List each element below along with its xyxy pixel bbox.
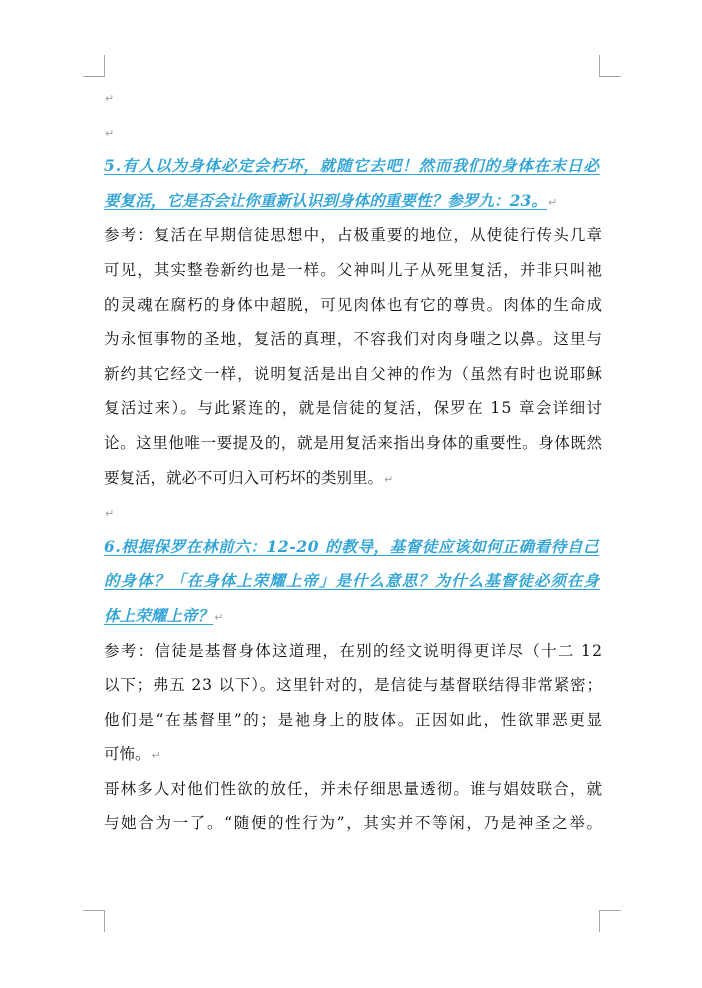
paragraph-mark-icon: ↵ <box>105 92 115 105</box>
body-line: 要复活，就必不可归入可朽坏的类别里。 <box>104 468 384 487</box>
empty-paragraph <box>104 80 602 115</box>
body-line: 为永恒事物的圣地，复活的真理，不容我们对肉身嗤之以鼻。这里与 <box>104 330 604 349</box>
body-line: 参考：信徒是基督身体这道理，在别的经文说明得更详尽（十二 12 <box>104 641 604 660</box>
answer-6 <box>104 634 602 772</box>
body-line: 可怖。 <box>104 745 151 764</box>
paragraph-mark-icon: ↵ <box>214 610 224 624</box>
body-line: 的灵魂在腐朽的身体中超脱，可见肉体也有它的尊贵。肉体的生命成 <box>104 295 604 314</box>
question-line: 6.根据保罗在林前六：12-20 的教导，基督徒应该如何正确看待自己 <box>104 536 600 556</box>
question-line: 的身体？「在身体上荣耀上帝」是什么意思？为什么基督徒必须在身 <box>104 571 601 591</box>
body-line: 以下；弗五 23 以下）。这里针对的，是信徒与基督联结得非常紧密； <box>104 676 603 695</box>
paragraph-mark-icon: ↵ <box>547 195 558 209</box>
body-line: 新约其它经文一样，说明复活是出自父神的作为（虽然有时也说耶稣 <box>104 364 604 383</box>
paragraph-7 <box>104 772 602 841</box>
empty-paragraph <box>104 495 602 530</box>
crop-mark-bottom-left <box>83 910 105 932</box>
question-line: 体上荣耀上帝？ <box>104 605 214 625</box>
empty-paragraph <box>104 115 602 150</box>
crop-mark-top-left <box>83 55 105 77</box>
paragraph-mark-icon: ↵ <box>151 749 161 763</box>
answer-5 <box>104 218 602 495</box>
paragraph-mark-icon: ↵ <box>105 126 115 140</box>
body-line: 参考：复活在早期信徒思想中，占极重要的地位，从使徒行传头几章 <box>104 226 604 245</box>
crop-mark-top-right <box>599 55 621 77</box>
body-line: 哥林多人对他们性欲的放任，并未仔细思量透彻。谁与娼妓联合，就 <box>104 779 604 798</box>
body-line: 论。这里他唯一要提及的，就是用复活来指出身体的重要性。身体既然 <box>104 433 603 452</box>
body-line: 他们是“在基督里”的；是祂身上的肢体。正因如此，性欲罪恶更显 <box>104 710 604 729</box>
body-line: 与她合为一了。“随便的性行为”，其实并不等闲，乃是神圣之举。 <box>104 814 604 833</box>
document-body <box>104 80 602 841</box>
question-line: 要复活，它是否会让你重新认识到身体的重要性？参罗九：23。 <box>104 190 547 210</box>
paragraph-mark-icon: ↵ <box>105 507 115 521</box>
body-line: 可见，其实整卷新约也是一样。父神叫儿子从死里复活，并非只叫祂 <box>104 260 604 279</box>
question-6 <box>104 530 602 634</box>
paragraph-mark-icon: ↵ <box>384 472 394 486</box>
question-line: 5.有人以为身体必定会朽坏，就随它去吧！然而我们的身体在末日必 <box>104 156 600 176</box>
crop-mark-bottom-right <box>599 910 621 932</box>
body-line: 复活过来）。与此紧连的，就是信徒的复活，保罗在 15 章会详细讨 <box>104 399 604 418</box>
question-5 <box>104 149 602 218</box>
